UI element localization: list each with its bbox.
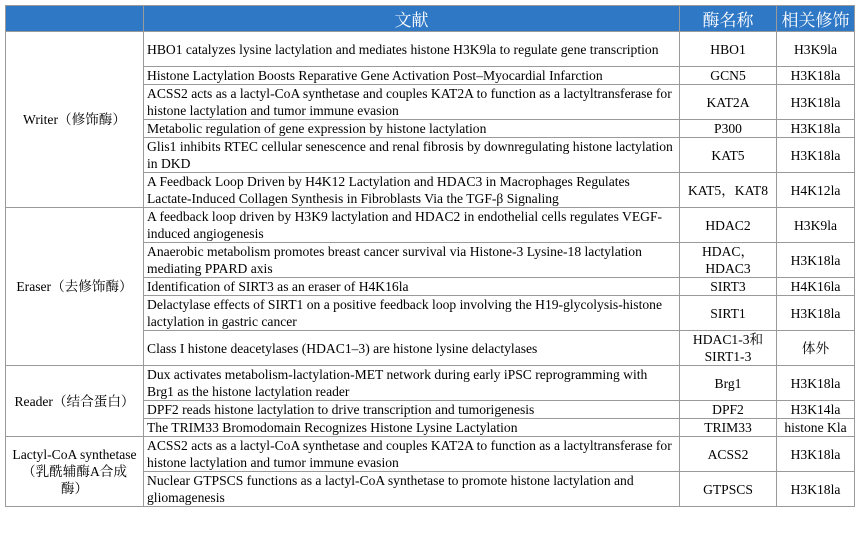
paper-title: Histone Lactylation Boosts Reparative Gene Activation Post–Myocardial Infarction	[144, 67, 680, 85]
enzyme-name: HDAC1-3和SIRT1-3	[680, 331, 777, 366]
paper-title: Glis1 inhibits RTEC cellular senescence and renal fibrosis by downregulating histone lactylation in DKD	[144, 138, 680, 173]
modification: H3K18la	[777, 296, 855, 331]
modification: H3K18la	[777, 67, 855, 85]
table-header-row	[6, 6, 855, 32]
modification: H3K18la	[777, 243, 855, 278]
header-modification: 相关修饰	[777, 6, 855, 32]
paper-title: ACSS2 acts as a lactyl-CoA synthetase and couples KAT2A to function as a lactyltransferase for histone lactylation and tumor immune evasion	[144, 437, 680, 472]
paper-title: ACSS2 acts as a lactyl-CoA synthetase and couples KAT2A to function as a lactyltransferase for histone lactylation and tumor immune evasion	[144, 85, 680, 120]
paper-title: DPF2 reads histone lactylation to drive transcription and tumorigenesis	[144, 401, 680, 419]
modification: H3K9la	[777, 208, 855, 243]
header-category	[6, 6, 144, 32]
paper-title: Delactylase effects of SIRT1 on a positive feedback loop involving the H19-glycolysis-histone lactylation in gastric cancer	[144, 296, 680, 331]
paper-title: Class I histone deacetylases (HDAC1–3) are histone lysine delactylases	[144, 331, 680, 366]
header-enzyme: 酶名称	[680, 6, 777, 32]
modification: H3K18la	[777, 366, 855, 401]
category-synthetase: Lactyl-CoA synthetase（乳酰辅酶A合成酶）	[6, 437, 144, 507]
category-eraser: Eraser（去修饰酶）	[6, 208, 144, 366]
enzyme-name: HBO1	[680, 32, 777, 67]
modification: histone Kla	[777, 419, 855, 437]
enzyme-name: HDAC2	[680, 208, 777, 243]
enzyme-name: TRIM33	[680, 419, 777, 437]
paper-title: Anaerobic metabolism promotes breast cancer survival via Histone-3 Lysine-18 lactylation mediating PPARD axis	[144, 243, 680, 278]
table-row	[6, 32, 855, 67]
enzyme-name: SIRT3	[680, 278, 777, 296]
enzyme-name: HDAC，HDAC3	[680, 243, 777, 278]
paper-title: A Feedback Loop Driven by H4K12 Lactylation and HDAC3 in Macrophages Regulates Lactate-Induced Collagen Synthesis in Fibroblasts Via the TGF-β Signaling	[144, 173, 680, 208]
modification: 体外	[777, 331, 855, 366]
modification: H3K18la	[777, 138, 855, 173]
paper-title: Dux activates metabolism-lactylation-MET network during early iPSC reprogramming with Brg1 as the histone lactylation reader	[144, 366, 680, 401]
modification: H4K16la	[777, 278, 855, 296]
enzyme-name: KAT5，KAT8	[680, 173, 777, 208]
category-reader: Reader（结合蛋白）	[6, 366, 144, 437]
table-row	[6, 366, 855, 401]
paper-title: Metabolic regulation of gene expression by histone lactylation	[144, 120, 680, 138]
paper-title: Identification of SIRT3 as an eraser of H4K16la	[144, 278, 680, 296]
modification: H3K14la	[777, 401, 855, 419]
category-writer: Writer（修饰酶）	[6, 32, 144, 208]
paper-title: HBO1 catalyzes lysine lactylation and mediates histone H3K9la to regulate gene transcription	[144, 32, 680, 67]
modification: H3K18la	[777, 85, 855, 120]
modification: H3K18la	[777, 120, 855, 138]
enzyme-name: Brg1	[680, 366, 777, 401]
enzyme-name: KAT5	[680, 138, 777, 173]
modification: H4K12la	[777, 173, 855, 208]
enzyme-name: SIRT1	[680, 296, 777, 331]
paper-title: Nuclear GTPSCS functions as a lactyl-CoA synthetase to promote histone lactylation and gliomagenesis	[144, 472, 680, 507]
paper-title: A feedback loop driven by H3K9 lactylation and HDAC2 in endothelial cells regulates VEGF-induced angiogenesis	[144, 208, 680, 243]
enzyme-name: P300	[680, 120, 777, 138]
paper-title: The TRIM33 Bromodomain Recognizes Histone Lysine Lactylation	[144, 419, 680, 437]
enzyme-name: DPF2	[680, 401, 777, 419]
table-row	[6, 208, 855, 243]
enzyme-name: GCN5	[680, 67, 777, 85]
table-row	[6, 437, 855, 472]
modification: H3K18la	[777, 437, 855, 472]
modification: H3K9la	[777, 32, 855, 67]
header-paper: 文献	[144, 6, 680, 32]
modification: H3K18la	[777, 472, 855, 507]
enzyme-name: ACSS2	[680, 437, 777, 472]
lactylation-enzyme-table	[5, 5, 855, 507]
enzyme-name: GTPSCS	[680, 472, 777, 507]
enzyme-name: KAT2A	[680, 85, 777, 120]
